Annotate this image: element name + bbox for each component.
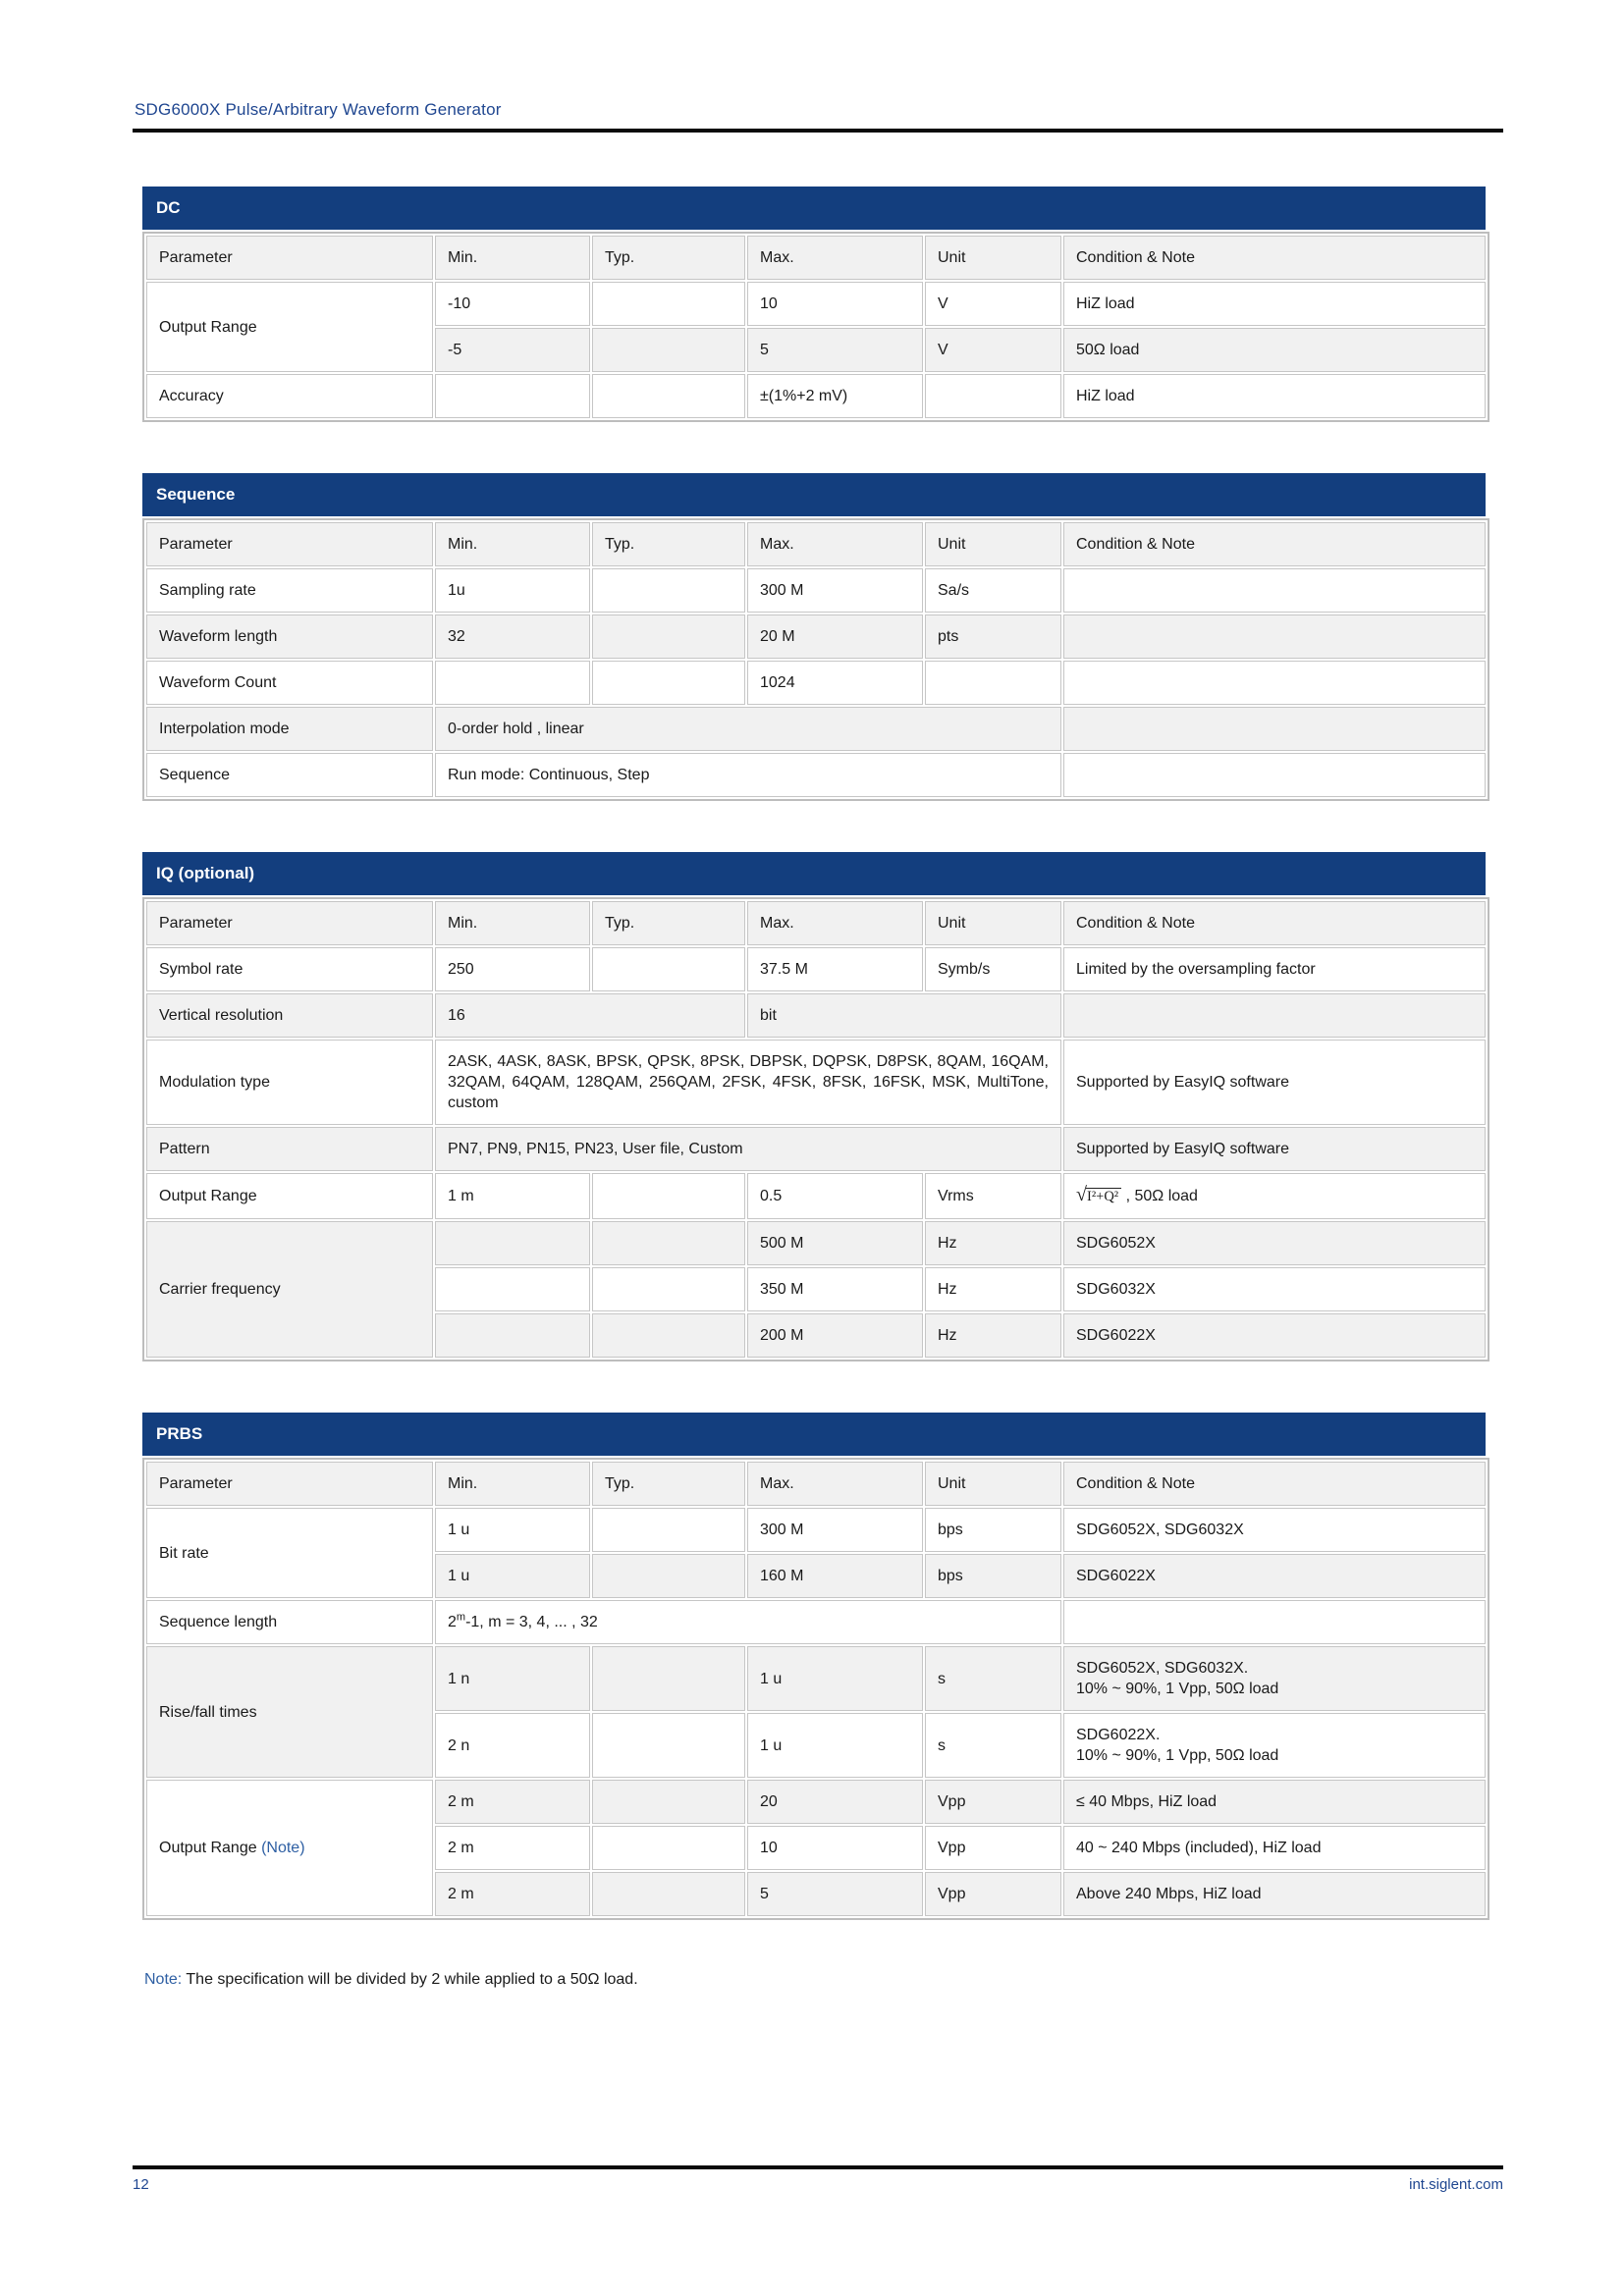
column-header: Typ.	[592, 901, 745, 945]
table-title-bar: Sequence	[142, 473, 1486, 516]
value-cell: bps	[925, 1508, 1061, 1552]
value-cell	[592, 1826, 745, 1870]
footnote	[142, 1971, 1486, 1989]
value-cell: SDG6052X, SDG6032X. 10% ~ 90%, 1 Vpp, 50Ω load	[1063, 1646, 1486, 1711]
value-cell: 5	[747, 328, 923, 372]
param-cell: Sequence length	[146, 1600, 433, 1644]
column-header-row	[146, 236, 1486, 280]
value-cell: s	[925, 1713, 1061, 1778]
footnote-text: The specification will be divided by 2 while applied to a 50Ω load.	[182, 1971, 638, 1988]
value-cell: 10	[747, 282, 923, 326]
table-title-bar: IQ (optional)	[142, 852, 1486, 895]
param-cell: Interpolation mode	[146, 707, 433, 751]
value-cell: 300 M	[747, 568, 923, 613]
table-row	[146, 1508, 1486, 1552]
value-cell	[592, 1780, 745, 1824]
value-cell	[435, 374, 590, 418]
column-header: Typ.	[592, 1462, 745, 1506]
table-row	[146, 993, 1486, 1038]
table-title-bar: DC	[142, 187, 1486, 230]
value-cell	[925, 374, 1061, 418]
text-run: -1, m = 3, 4, ... , 32	[465, 1614, 598, 1630]
value-cell	[1063, 707, 1486, 751]
value-cell: V	[925, 328, 1061, 372]
value-cell: 20 M	[747, 614, 923, 659]
value-cell	[1063, 753, 1486, 797]
param-cell: Rise/fall times	[146, 1646, 433, 1778]
value-cell: ±(1%+2 mV)	[747, 374, 923, 418]
text-run: Output Range	[159, 1840, 262, 1856]
text-run: 2	[448, 1614, 457, 1630]
value-cell: 50Ω load	[1063, 328, 1486, 372]
value-cell: SDG6022X. 10% ~ 90%, 1 Vpp, 50Ω load	[1063, 1713, 1486, 1778]
value-cell: 1024	[747, 661, 923, 705]
table-row	[146, 614, 1486, 659]
value-cell: PN7, PN9, PN15, PN23, User file, Custom	[435, 1127, 1061, 1171]
spec-table-prbs	[142, 1458, 1489, 1920]
value-cell	[592, 282, 745, 326]
value-cell: Supported by EasyIQ software	[1063, 1127, 1486, 1171]
superscript: m	[456, 1611, 466, 1624]
value-cell: SDG6052X	[1063, 1221, 1486, 1265]
value-cell: ≤ 40 Mbps, HiZ load	[1063, 1780, 1486, 1824]
value-cell	[592, 661, 745, 705]
param-cell: Waveform length	[146, 614, 433, 659]
value-cell: 1 u	[747, 1646, 923, 1711]
footer-rule	[133, 2165, 1503, 2169]
param-cell: Sampling rate	[146, 568, 433, 613]
value-cell: 0-order hold , linear	[435, 707, 1061, 751]
table-row	[146, 568, 1486, 613]
value-cell: 0.5	[747, 1173, 923, 1219]
param-cell: Sequence	[146, 753, 433, 797]
value-cell: HiZ load	[1063, 282, 1486, 326]
table-row	[146, 1040, 1486, 1125]
document-footer	[133, 2165, 1503, 2193]
header-rule	[133, 129, 1503, 133]
table-row	[146, 1646, 1486, 1711]
column-header: Unit	[925, 236, 1061, 280]
value-cell	[592, 1173, 745, 1219]
spec-table-dc	[142, 232, 1489, 422]
value-cell	[592, 1872, 745, 1916]
value-cell: 10	[747, 1826, 923, 1870]
table-row	[146, 661, 1486, 705]
column-header-row	[146, 1462, 1486, 1506]
column-header: Max.	[747, 236, 923, 280]
value-cell: Run mode: Continuous, Step	[435, 753, 1061, 797]
value-cell: 1u	[435, 568, 590, 613]
column-header: Min.	[435, 236, 590, 280]
document-header-title: SDG6000X Pulse/Arbitrary Waveform Generator	[135, 100, 502, 119]
param-cell: Vertical resolution	[146, 993, 433, 1038]
param-cell: Pattern	[146, 1127, 433, 1171]
value-cell: 1 u	[435, 1508, 590, 1552]
value-cell: HiZ load	[1063, 374, 1486, 418]
param-cell: Symbol rate	[146, 947, 433, 991]
value-cell: 32	[435, 614, 590, 659]
value-cell	[1063, 568, 1486, 613]
value-cell	[592, 1221, 745, 1265]
value-cell: Hz	[925, 1267, 1061, 1311]
param-cell: -5	[435, 328, 590, 372]
footnote-label: Note:	[144, 1971, 183, 1988]
value-cell: SDG6022X	[1063, 1313, 1486, 1358]
value-cell: Vpp	[925, 1826, 1061, 1870]
column-header: Unit	[925, 522, 1061, 566]
column-header: Parameter	[146, 901, 433, 945]
table-row	[146, 947, 1486, 991]
param-cell: Output Range	[146, 1173, 433, 1219]
value-cell: 160 M	[747, 1554, 923, 1598]
value-cell: SDG6022X	[1063, 1554, 1486, 1598]
value-cell	[435, 1267, 590, 1311]
table-row	[146, 1600, 1486, 1644]
table-row	[146, 1173, 1486, 1219]
table-row	[146, 753, 1486, 797]
value-cell	[1063, 614, 1486, 659]
value-cell: 20	[747, 1780, 923, 1824]
value-cell	[592, 568, 745, 613]
value-cell	[592, 328, 745, 372]
value-cell: Hz	[925, 1313, 1061, 1358]
value-cell: V	[925, 282, 1061, 326]
value-cell: SDG6052X, SDG6032X	[1063, 1508, 1486, 1552]
column-header: Parameter	[146, 1462, 433, 1506]
value-cell: Limited by the oversampling factor	[1063, 947, 1486, 991]
table-row	[146, 1127, 1486, 1171]
column-header: Condition & Note	[1063, 522, 1486, 566]
value-cell	[592, 1646, 745, 1711]
column-header: Unit	[925, 1462, 1061, 1506]
spec-table-sequence	[142, 518, 1489, 801]
param-cell: 1 u	[435, 1554, 590, 1598]
column-header: Max.	[747, 1462, 923, 1506]
note-link[interactable]: (Note)	[261, 1840, 305, 1856]
value-cell: Sa/s	[925, 568, 1061, 613]
spec-table-iq	[142, 897, 1489, 1362]
table-row	[146, 282, 1486, 326]
column-header: Min.	[435, 1462, 590, 1506]
document-header	[133, 100, 1503, 133]
table-row	[146, 374, 1486, 418]
column-header: Min.	[435, 522, 590, 566]
param-cell: Output Range	[146, 282, 433, 372]
value-cell: 1 u	[747, 1713, 923, 1778]
value-cell	[435, 661, 590, 705]
value-cell	[435, 1221, 590, 1265]
value-cell: 500 M	[747, 1221, 923, 1265]
value-cell	[592, 374, 745, 418]
value-cell: 300 M	[747, 1508, 923, 1552]
spec-section-dc	[142, 187, 1486, 422]
value-cell	[592, 1267, 745, 1311]
spec-tables-area	[142, 187, 1486, 1989]
value-cell: -10	[435, 282, 590, 326]
column-header-row	[146, 522, 1486, 566]
column-header: Max.	[747, 901, 923, 945]
value-cell	[435, 1600, 1061, 1644]
value-cell: 1 m	[435, 1173, 590, 1219]
param-cell: Modulation type	[146, 1040, 433, 1125]
radicand: I²+Q²	[1086, 1188, 1121, 1204]
value-cell: bit	[747, 993, 1061, 1038]
value-cell: Above 240 Mbps, HiZ load	[1063, 1872, 1486, 1916]
value-cell: 200 M	[747, 1313, 923, 1358]
radical-sign: √	[1076, 1184, 1086, 1205]
text-run: , 50Ω load	[1121, 1188, 1198, 1204]
param-cell: Bit rate	[146, 1508, 433, 1598]
value-cell	[925, 661, 1061, 705]
value-cell: Vpp	[925, 1872, 1061, 1916]
spec-section-prbs	[142, 1413, 1486, 1920]
column-header: Min.	[435, 901, 590, 945]
value-cell	[592, 1554, 745, 1598]
column-header: Parameter	[146, 236, 433, 280]
table-row	[146, 1221, 1486, 1265]
footer-website-link[interactable]: int.siglent.com	[1409, 2176, 1503, 2193]
value-cell: 16	[435, 993, 745, 1038]
sqrt-formula	[1076, 1184, 1121, 1205]
param-cell: Waveform Count	[146, 661, 433, 705]
spec-section-iq	[142, 852, 1486, 1362]
param-cell: 2 n	[435, 1713, 590, 1778]
value-cell: Hz	[925, 1221, 1061, 1265]
column-header: Max.	[747, 522, 923, 566]
value-cell: Symb/s	[925, 947, 1061, 991]
value-cell	[435, 1313, 590, 1358]
column-header: Typ.	[592, 522, 745, 566]
spec-section-sequence	[142, 473, 1486, 801]
value-cell: 1 n	[435, 1646, 590, 1711]
value-cell: Supported by EasyIQ software	[1063, 1040, 1486, 1125]
table-row	[146, 707, 1486, 751]
value-cell: SDG6032X	[1063, 1267, 1486, 1311]
value-cell	[1063, 1600, 1486, 1644]
table-row	[146, 1780, 1486, 1824]
value-cell: 350 M	[747, 1267, 923, 1311]
value-cell: 40 ~ 240 Mbps (included), HiZ load	[1063, 1826, 1486, 1870]
page-number: 12	[133, 2176, 149, 2193]
value-cell: 2ASK, 4ASK, 8ASK, BPSK, QPSK, 8PSK, DBPSK, DQPSK, D8PSK, 8QAM, 16QAM, 32QAM, 64QAM, 128QAM, 256QAM, 2FSK, 4FSK, 8FSK, 16FSK, MSK, MultiTone, custom	[435, 1040, 1061, 1125]
value-cell	[592, 1508, 745, 1552]
value-cell	[1063, 993, 1486, 1038]
value-cell: Vpp	[925, 1780, 1061, 1824]
value-cell: pts	[925, 614, 1061, 659]
param-cell: 2 m	[435, 1872, 590, 1916]
param-cell: 2 m	[435, 1826, 590, 1870]
column-header-row	[146, 901, 1486, 945]
column-header: Typ.	[592, 236, 745, 280]
value-cell	[592, 947, 745, 991]
value-cell	[592, 614, 745, 659]
param-cell: Accuracy	[146, 374, 433, 418]
value-cell: 250	[435, 947, 590, 991]
value-cell	[592, 1713, 745, 1778]
value-cell	[1063, 661, 1486, 705]
value-cell: 37.5 M	[747, 947, 923, 991]
column-header: Condition & Note	[1063, 1462, 1486, 1506]
column-header: Parameter	[146, 522, 433, 566]
value-cell: bps	[925, 1554, 1061, 1598]
param-cell	[146, 1780, 433, 1916]
value-cell	[592, 1313, 745, 1358]
column-header: Condition & Note	[1063, 901, 1486, 945]
value-cell: s	[925, 1646, 1061, 1711]
column-header: Condition & Note	[1063, 236, 1486, 280]
value-cell: 5	[747, 1872, 923, 1916]
column-header: Unit	[925, 901, 1061, 945]
table-title-bar: PRBS	[142, 1413, 1486, 1456]
value-cell: Vrms	[925, 1173, 1061, 1219]
param-cell: Carrier frequency	[146, 1221, 433, 1358]
value-cell: 2 m	[435, 1780, 590, 1824]
value-cell	[1063, 1173, 1486, 1219]
